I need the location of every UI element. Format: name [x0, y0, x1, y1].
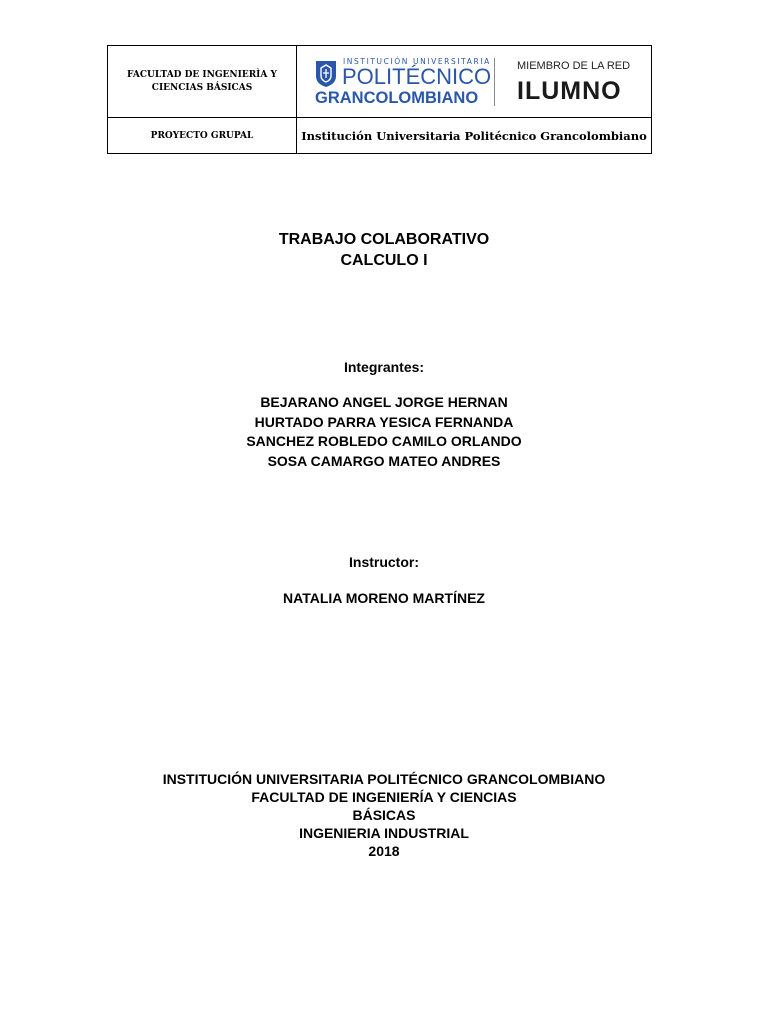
faculty-line-2: CIENCIAS BÁSICAS	[151, 83, 253, 93]
title-line-2: CALCULO I	[340, 252, 428, 269]
network-caption: MIEMBRO DE LA RED	[517, 60, 631, 72]
footer-line-2: FACULTAD DE INGENIERÍA Y CIENCIAS	[251, 789, 517, 805]
member-name: SANCHEZ ROBLEDO CAMILO ORLANDO	[246, 433, 522, 449]
faculty-line-1: FACULTAD DE INGENIERÌA Y	[127, 70, 277, 80]
member-name: SOSA CAMARGO MATEO ANDRES	[267, 452, 501, 469]
header-row-top	[108, 46, 651, 118]
project-label: PROYECTO GRUPAL	[150, 130, 254, 141]
institution-name: Institución Universitaria Politécnico Grancolombiano	[301, 128, 647, 143]
footer-block	[0, 770, 768, 860]
header-row-bottom	[108, 118, 651, 153]
institution-logo	[297, 46, 651, 118]
header-table	[107, 45, 652, 154]
logo-name-line-2: GRANCOLOMBIANO	[315, 89, 479, 107]
instructor-label: Instructor:	[349, 554, 419, 570]
footer-line-4: INGENIERIA INDUSTRIAL	[299, 825, 469, 841]
header-column-divider	[296, 46, 297, 153]
members-list	[0, 393, 768, 471]
member-name: BEJARANO ANGEL JORGE HERNAN	[260, 394, 508, 410]
logo-name-line-1: POLITÉCNICO	[342, 64, 492, 89]
logo-small-caption: INSTITUCIÓN UNIVERSITARIA	[343, 57, 491, 66]
title-line-1: TRABAJO COLABORATIVO	[278, 231, 490, 248]
footer-line-3: BÁSICAS	[352, 807, 416, 823]
members-label: Integrantes:	[343, 359, 425, 375]
instructor-name: NATALIA MORENO MARTÍNEZ	[283, 590, 485, 606]
member-name: HURTADO PARRA YESICA FERNANDA	[254, 413, 514, 430]
footer-line-1: INSTITUCIÓN UNIVERSITARIA POLITÉCNICO GRANCOLOMBIANO	[162, 771, 606, 787]
faculty-cell	[108, 46, 296, 118]
footer-line-5: 2018	[368, 843, 400, 859]
shield-icon	[315, 60, 337, 88]
logo-divider	[494, 58, 495, 106]
document-title	[0, 229, 768, 271]
network-logo: ILUMNO	[517, 77, 622, 105]
